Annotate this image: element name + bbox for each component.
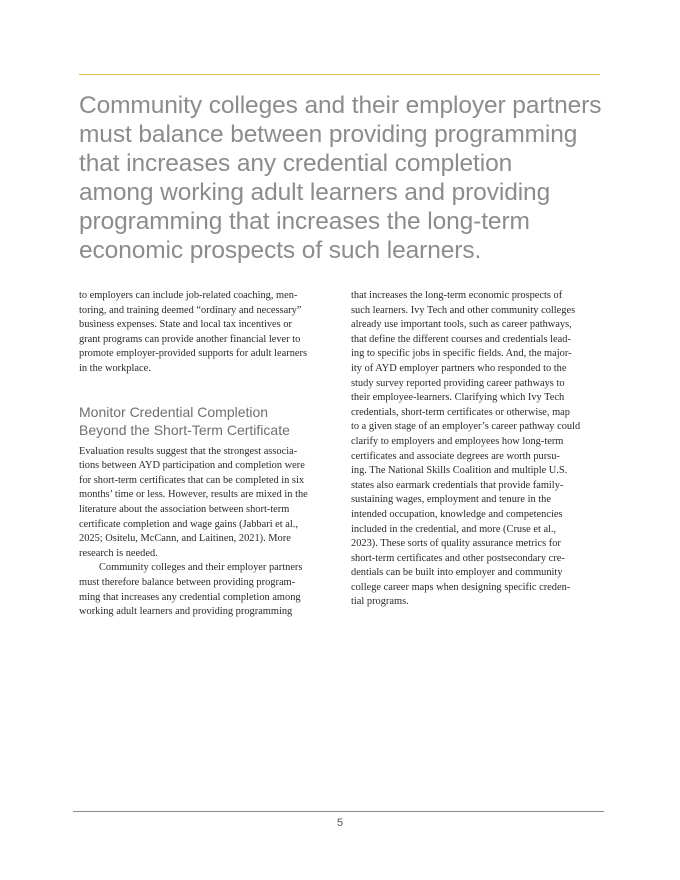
text-line: college career maps when designing specific creden- — [351, 581, 571, 593]
text-line: tions between AYD participation and completion were — [79, 460, 305, 472]
text-line: months’ time or less. However, results are mixed in the — [79, 489, 308, 501]
paragraph-balance-programming — [79, 561, 329, 619]
text-line: business expenses. State and local tax incentives or — [79, 319, 292, 331]
text-line: 2025; Ositelu, McCann, and Laitinen, 2021). More — [79, 533, 291, 545]
pull-quote-line: that increases any credential completion — [79, 150, 513, 177]
text-line: sustaining wages, employment and tenure in the — [351, 494, 551, 506]
text-line: credentials, short-term certificates or otherwise, map — [351, 406, 570, 418]
text-line: dentials can be built into employer and community — [351, 567, 563, 579]
paragraph-career-pathways — [351, 289, 603, 610]
text-line: their employee-learners. Clarifying which Ivy Tech — [351, 392, 565, 404]
text-line: ming that increases any credential completion among — [79, 591, 301, 603]
section-heading-line: Beyond the Short-Term Certificate — [79, 421, 290, 438]
text-line: working adult learners and providing programming — [79, 606, 293, 618]
text-line: tial programs. — [351, 596, 409, 608]
paragraph-employer-supports — [79, 289, 329, 377]
text-line: promote employer-provided supports for adult learners — [79, 348, 308, 360]
text-line: ing. The National Skills Coalition and multiple U.S. — [351, 465, 568, 477]
text-line: Evaluation results suggest that the strongest associa- — [79, 445, 298, 457]
text-line: study survey reported providing career pathways to — [351, 377, 565, 389]
page-number: 5 — [336, 817, 344, 829]
paragraph-evaluation-results — [79, 445, 329, 562]
left-column — [79, 289, 329, 620]
pull-quote-line: Community colleges and their employer partners — [79, 92, 602, 119]
pull-quote-line: must balance between providing programming — [79, 121, 578, 148]
pull-quote-line: programming that increases the long-term — [79, 208, 530, 235]
text-line: included in the credential, and more (Cruse et al., — [351, 523, 557, 535]
text-line: clarify to employers and employees how long-term — [351, 435, 564, 447]
text-line: Community colleges and their employer partners — [99, 562, 303, 574]
text-line: ity of AYD employer partners who responded to the — [351, 362, 567, 374]
text-line: short-term certificates and other postsecondary cre- — [351, 552, 565, 564]
text-line: to a given stage of an employer’s career pathway could — [351, 421, 581, 433]
text-line: such learners. Ivy Tech and other community colleges — [351, 304, 576, 316]
pull-quote-line: economic prospects of such learners. — [79, 237, 482, 264]
text-line: grant programs can provide another financial lever to — [79, 333, 301, 345]
text-line: ing to specific jobs in specific fields. And, the major- — [351, 348, 572, 360]
text-line: for short-term certificates that can be completed in six — [79, 474, 305, 486]
footer-rule — [73, 811, 604, 812]
text-line: literature about the association between short-term — [79, 503, 290, 515]
text-line: research is needed. — [79, 547, 158, 559]
text-line: states also earmark credentials that provide family- — [351, 479, 564, 491]
text-line: intended occupation, knowledge and competencies — [351, 508, 563, 520]
top-accent-rule — [79, 74, 600, 75]
section-heading — [79, 403, 329, 439]
text-line: that increases the long-term economic prospects of — [351, 290, 563, 301]
text-line: in the workplace. — [79, 362, 151, 374]
text-line: certificate completion and wage gains (Jabbari et al., — [79, 518, 298, 530]
text-line: 2023). These sorts of quality assurance metrics for — [351, 538, 561, 550]
pull-quote — [79, 91, 609, 265]
text-line: must therefore balance between providing program- — [79, 576, 296, 588]
text-line: already use important tools, such as career pathways, — [351, 319, 572, 331]
text-line: that define the different courses and credentials lead- — [351, 333, 571, 345]
section-heading-line: Monitor Credential Completion — [79, 403, 269, 420]
text-line: certificates and associate degrees are worth pursu- — [351, 450, 560, 462]
right-column — [351, 289, 603, 610]
text-line: to employers can include job-related coaching, men- — [79, 290, 298, 301]
pull-quote-line: among working adult learners and providing — [79, 179, 551, 206]
text-line: toring, and training deemed “ordinary and necessary” — [79, 304, 302, 316]
